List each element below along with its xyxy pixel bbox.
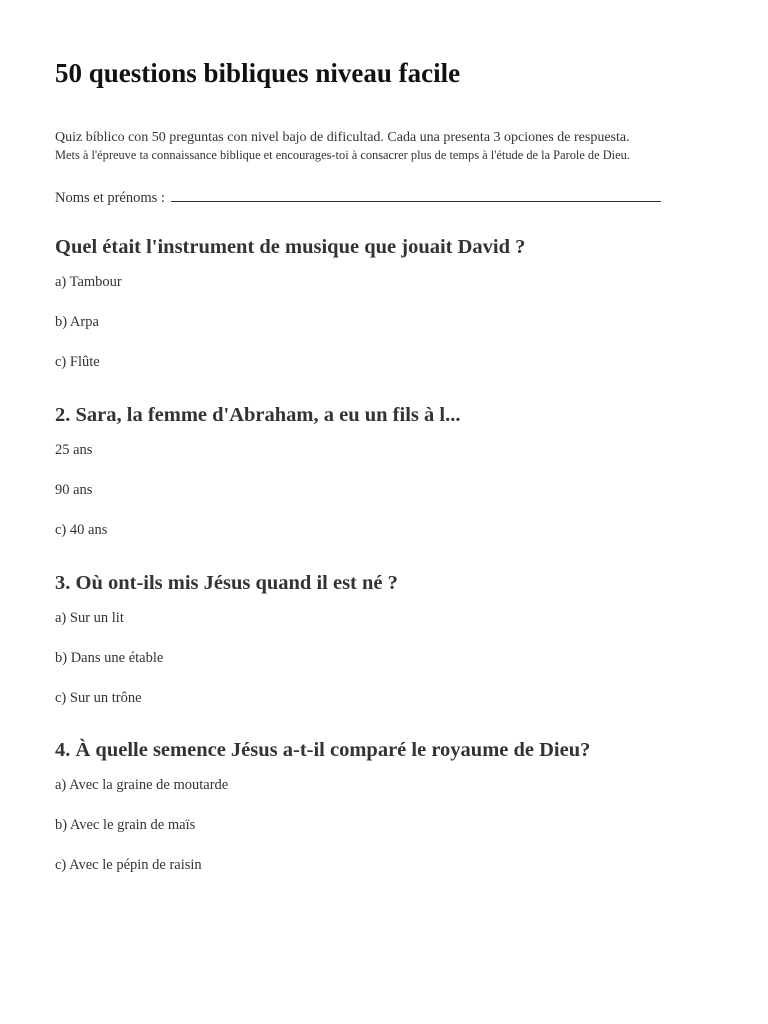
answer-option: b) Avec le grain de maïs — [55, 817, 196, 833]
question-title: 4. À quelle semence Jésus a-t-il comparé le royaume de Dieu? — [55, 739, 591, 761]
answer-option: 90 ans — [55, 482, 93, 498]
question-2 — [55, 402, 715, 561]
answer-option: a) Tambour — [55, 274, 122, 290]
question-3 — [55, 570, 715, 729]
answer-options — [55, 776, 715, 896]
answer-option: 25 ans — [55, 442, 93, 458]
answer-option: c) 40 ans — [55, 522, 108, 538]
answer-option: b) Arpa — [55, 314, 99, 330]
answer-options — [55, 609, 715, 729]
answer-option: c) Flûte — [55, 354, 100, 370]
intro-text-french: Mets à l'épreuve ta connaissance biblique et encourages-toi à consacrer plus de temps à l'étude de la Parole de Dieu. — [55, 148, 630, 162]
answer-options — [55, 441, 715, 561]
answer-option: a) Avec la graine de moutarde — [55, 777, 229, 793]
answer-options — [55, 273, 715, 393]
name-field-label: Noms et prénoms : — [55, 190, 165, 206]
question-1 — [55, 234, 715, 393]
question-title: 3. Où ont-ils mis Jésus quand il est né ? — [55, 572, 398, 594]
intro-text-spanish: Quiz bíblico con 50 preguntas con nivel bajo de dificultad. Cada una presenta 3 opciones de respuesta. — [55, 130, 630, 145]
question-title: 2. Sara, la femme d'Abraham, a eu un fils à l... — [55, 404, 461, 426]
question-title: Quel était l'instrument de musique que jouait David ? — [55, 236, 526, 258]
answer-option: a) Sur un lit — [55, 610, 124, 626]
question-4 — [55, 737, 715, 896]
answer-option: c) Sur un trône — [55, 690, 142, 706]
answer-option: b) Dans une étable — [55, 650, 164, 666]
page-title: 50 questions bibliques niveau facile — [55, 58, 461, 88]
name-field-blank-line — [171, 187, 661, 202]
answer-option: c) Avec le pépin de raisin — [55, 857, 202, 873]
name-field-row — [55, 187, 661, 207]
